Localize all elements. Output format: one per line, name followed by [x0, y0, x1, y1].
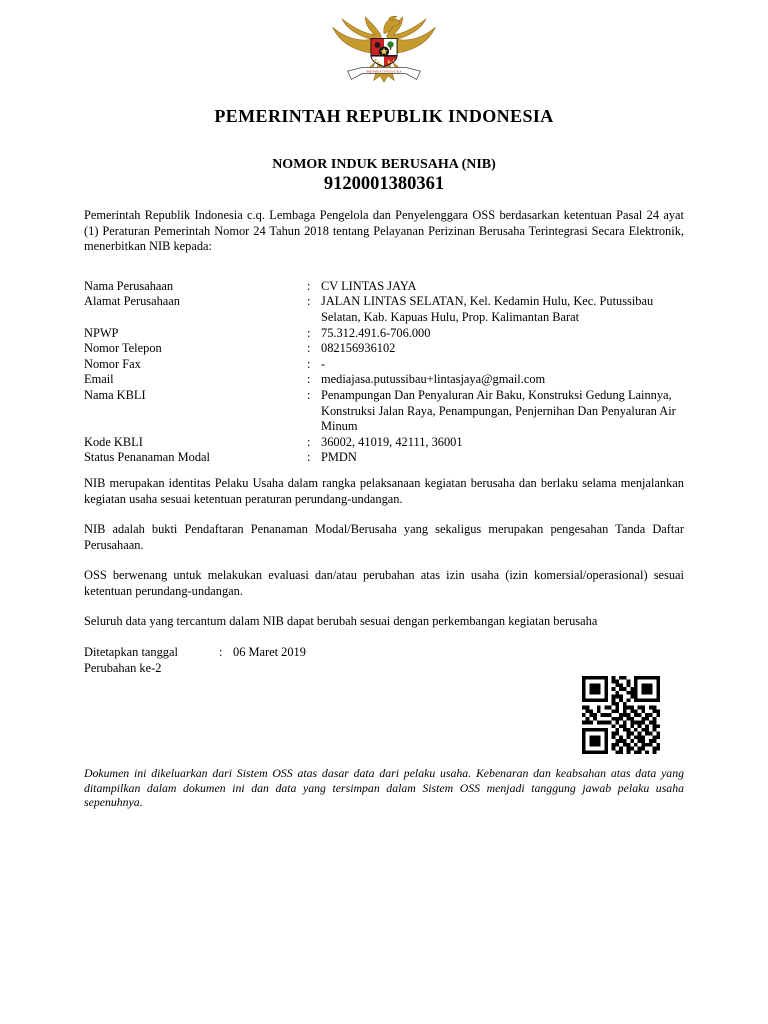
- body-paragraph-2: NIB adalah bukti Pendaftaran Penanaman Modal/Berusaha yang sekaligus merupakan pengesahan Tanda Daftar Perusahaan.: [84, 522, 684, 552]
- field-value: 082156936102: [321, 341, 396, 356]
- field-colon: :: [307, 450, 311, 465]
- garuda-pancasila-emblem: [328, 14, 440, 89]
- field-value: mediajasa.putussibau+lintasjaya@gmail.com: [321, 372, 546, 387]
- field-label: Nomor Telepon: [84, 341, 162, 356]
- issuance-block: [84, 645, 684, 676]
- field-colon: :: [307, 356, 311, 371]
- doc-title: NOMOR INDUK BERUSAHA (NIB): [272, 157, 496, 172]
- field-colon: :: [307, 278, 311, 293]
- field-colon: :: [307, 387, 311, 402]
- field-label: Nama Perusahaan: [84, 278, 174, 293]
- field-row-email: [84, 372, 684, 388]
- field-label: Nomor Fax: [84, 356, 141, 371]
- field-row-nomor-fax: [84, 357, 684, 373]
- field-colon: :: [307, 325, 311, 340]
- field-row-status-penanaman-modal: [84, 450, 684, 466]
- field-row-kode-kbli: [84, 435, 684, 451]
- company-fields-list: [84, 279, 684, 466]
- issuance-date-row: [84, 645, 684, 661]
- field-row-nama-perusahaan: [84, 279, 684, 295]
- emblem-shield: [371, 38, 397, 68]
- issuance-colon: :: [219, 645, 223, 660]
- field-label: Kode KBLI: [84, 434, 143, 449]
- field-row-nomor-telepon: [84, 341, 684, 357]
- body-paragraph-3: OSS berwenang untuk melakukan evaluasi dan/atau perubahan atas izin usaha (izin komersial/operasional) sesuai ketentuan perundang-undangan.: [84, 568, 684, 598]
- field-row-alamat-perusahaan: [84, 294, 684, 325]
- issuance-date-label: Ditetapkan tanggal: [84, 645, 178, 660]
- footer-disclaimer: Dokumen ini dikeluarkan dari Sistem OSS atas dasar data dari pelaku usaha. Kebenaran dan keabsahan atas data yang ditampilkan dalam dokumen ini dan data yang tersimpan dalam Sistem OSS menjadi tanggung jawab pelaku usaha sepenuhnya.: [84, 766, 684, 810]
- field-label: Nama KBLI: [84, 387, 146, 402]
- field-value: 36002, 41019, 42111, 36001: [321, 434, 463, 449]
- intro-paragraph: Pemerintah Republik Indonesia c.q. Lembaga Pengelola dan Penyelenggara OSS berdasarkan ketentuan Pasal 24 ayat (1) Peraturan Pemerintah Nomor 24 Tahun 2018 tentang Pelayanan Perizinan Berusaha Terintegrasi Secara Elektronik, menerbitkan NIB kepada:: [84, 208, 684, 254]
- qr-code: [582, 676, 660, 754]
- qr-container: [84, 676, 684, 754]
- field-label: Status Penanaman Modal: [84, 450, 210, 465]
- field-value: 75.312.491.6-706.000: [321, 325, 431, 340]
- field-value: Penampungan Dan Penyaluran Air Baku, Konstruksi Gedung Lainnya, Konstruksi Jalan Raya, Penampungan, Penjernihan Dan Penyaluran Air Minum: [321, 387, 676, 434]
- field-value: -: [321, 356, 326, 371]
- field-row-npwp: [84, 326, 684, 342]
- field-colon: :: [307, 294, 311, 309]
- field-value: CV LINTAS JAYA: [321, 278, 417, 293]
- field-colon: :: [307, 372, 311, 387]
- field-row-nama-kbli: [84, 388, 684, 435]
- body-paragraph-4: Seluruh data yang tercantum dalam NIB dapat berubah sesuai dengan perkembangan kegiatan berusaha: [84, 614, 598, 629]
- emblem-container: [84, 14, 684, 90]
- issuance-revision-row: [84, 661, 684, 677]
- field-colon: :: [307, 341, 311, 356]
- field-value: JALAN LINTAS SELATAN, Kel. Kedamin Hulu, Kec. Putussibau Selatan, Kab. Kapuas Hulu, Prop. Kalimantan Barat: [321, 294, 654, 324]
- nib-number: 9120001380361: [323, 174, 445, 194]
- emblem-banner-text: BHINNEKA TUNGGAL IKA: [366, 69, 402, 74]
- field-label: Email: [84, 372, 114, 387]
- field-value: PMDN: [321, 450, 357, 465]
- field-label: NPWP: [84, 325, 119, 340]
- issuance-revision-label: Perubahan ke-2: [84, 660, 162, 675]
- body-paragraph-1: NIB merupakan identitas Pelaku Usaha dalam rangka pelaksanaan kegiatan berusaha dan berlaku selama menjalankan kegiatan usaha sesuai ketentuan peraturan perundang-undangan.: [84, 475, 684, 506]
- field-colon: :: [307, 434, 311, 449]
- field-label: Alamat Perusahaan: [84, 294, 180, 309]
- issuance-date-value: 06 Maret 2019: [233, 645, 306, 660]
- page-title: PEMERINTAH REPUBLIK INDONESIA: [214, 106, 554, 126]
- legal-paragraphs: [84, 476, 684, 630]
